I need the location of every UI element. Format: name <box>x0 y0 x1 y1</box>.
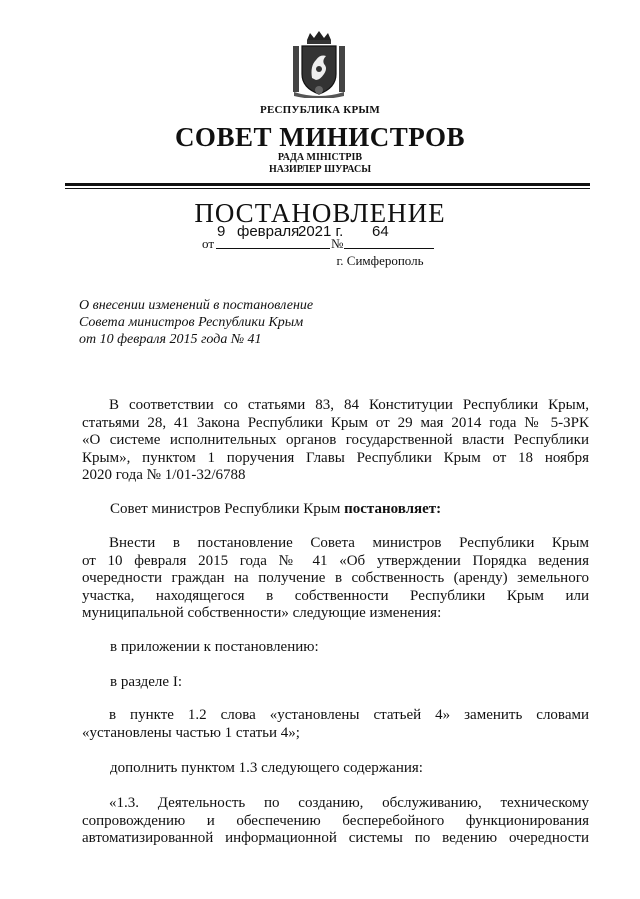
text-line: 2020 года № 1/01-32/6788 <box>82 467 246 484</box>
date-underline <box>216 248 330 249</box>
text-line: «установлены частью 1 статьи 4»; <box>82 724 300 741</box>
paragraph-section: в разделе I: <box>110 674 182 690</box>
paragraph-resolves <box>110 501 441 518</box>
text-line: муниципальной собственности» следующие изменения: <box>82 605 442 622</box>
council-title: СОВЕТ МИНИСТРОВ <box>174 122 466 152</box>
date-prefix: от <box>202 236 215 251</box>
text-line: участка, находящегося в собственности Республики Крым или <box>82 587 589 604</box>
text-line: очередности граждан на получение в собственность (аренду) земельного <box>82 570 589 587</box>
subject-line: от 10 февраля 2015 года № 41 <box>79 332 262 347</box>
paragraph-point-1-2 <box>82 707 589 742</box>
header-divider-thick <box>65 183 590 186</box>
text-line: Внести в постановление Совета министров Республики Крым <box>109 535 589 551</box>
council-title-crh: НАЗИРЛЕР ШУРАСЫ <box>268 164 372 175</box>
text-line: Крым», пунктом 1 поручения Главы Республики Крым от 18 ноября <box>82 449 589 466</box>
document-type: ПОСТАНОВЛЕНИЕ <box>194 198 446 228</box>
republic-name: РЕСПУБЛИКА КРЫМ <box>260 104 380 116</box>
paragraph-amendment <box>82 535 589 623</box>
paragraph-add-point: дополнить пунктом 1.3 следующего содержания: <box>110 760 423 776</box>
subject-line: О внесении изменений в постановление <box>79 298 314 313</box>
coat-of-arms-emblem <box>290 30 348 98</box>
text-line: в пункте 1.2 слова «установлены статьей 4» заменить словами <box>109 707 589 723</box>
number-underline <box>344 248 434 249</box>
text-line: «О системе исполнительных органов государственной власти Республики <box>82 432 589 449</box>
number-sign: № <box>331 236 344 251</box>
text-line: автоматизированной информационной системы по ведению очередности <box>82 830 589 847</box>
text-line: сопровождению и обеспечению бесперебойного функционирования <box>82 812 589 829</box>
paragraph-legal-basis <box>82 397 589 485</box>
text-line: от 10 февраля 2015 года № 41 «Об утверждении Порядка ведения <box>82 552 589 569</box>
resolves-keyword: постановляет: <box>344 501 442 517</box>
paragraph-appendix: в приложении к постановлению: <box>110 639 319 655</box>
council-title-ua: РАДА МІНІСТРІВ <box>277 152 363 163</box>
document-number: 64 <box>372 223 389 240</box>
document-subject <box>79 297 313 348</box>
text-line: «1.3. Деятельность по созданию, обслуживанию, техническому <box>109 795 589 811</box>
resolves-text: Совет министров Республики Крым <box>110 501 345 517</box>
text-line: В соответствии со статьями 83, 84 Конституции Республики Крым, <box>109 397 589 413</box>
date-day: 9 <box>217 223 226 240</box>
city-name: г. Симферополь <box>336 253 424 268</box>
paragraph-point-1-3 <box>82 795 589 848</box>
text-line: статьями 28, 41 Закона Республики Крым от 29 мая 2014 года № 5-ЗРК <box>82 414 589 431</box>
date-month: февраля <box>237 223 300 240</box>
date-year: 2021 г. <box>298 223 344 240</box>
header-divider-thin <box>65 188 590 189</box>
subject-line: Совета министров Республики Крым <box>79 315 304 330</box>
